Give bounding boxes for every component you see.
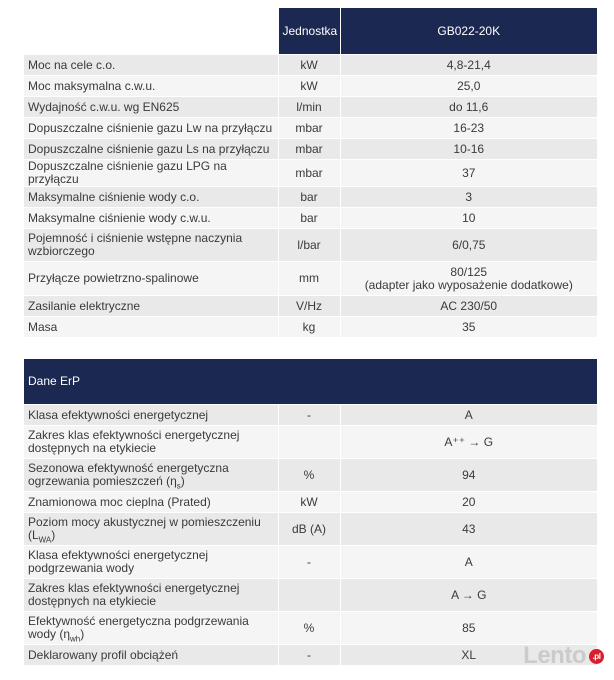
param-cell xyxy=(24,76,278,97)
table-row xyxy=(24,405,597,426)
value-cell xyxy=(340,97,597,118)
param-cell xyxy=(24,55,278,76)
table-row xyxy=(24,208,597,229)
value-text: A xyxy=(464,554,473,569)
value-text: 3 xyxy=(465,189,473,204)
value-text: 4,8-21,4 xyxy=(446,57,491,72)
table-row xyxy=(24,139,597,160)
unit-cell: mbar xyxy=(278,118,340,139)
param-label: Dopuszczalne ciśnienie gazu Ls na przyłączu xyxy=(28,141,270,156)
value-cell xyxy=(340,426,597,459)
value-text: do 11,6 xyxy=(449,99,489,114)
param-label: Sezonowa efektywność energetyczna ogrzewania pomieszczeń (η xyxy=(28,461,229,488)
value-text: 20 xyxy=(462,494,476,509)
unit-cell: - xyxy=(278,546,340,579)
param-subscript: s xyxy=(176,481,181,491)
table-row xyxy=(24,612,597,645)
value-text: 25,0 xyxy=(457,78,481,93)
table-row xyxy=(24,229,597,262)
unit-cell: bar xyxy=(278,187,340,208)
watermark-text: Lento xyxy=(523,642,586,669)
param-cell xyxy=(24,405,278,426)
param-cell xyxy=(24,296,278,317)
value-text: 35 xyxy=(462,319,476,334)
unit-cell: - xyxy=(278,405,340,426)
table-row xyxy=(24,97,597,118)
value-cell xyxy=(340,262,597,296)
table-row xyxy=(24,187,597,208)
param-label: Przyłącze powietrzno-spalinowe xyxy=(28,271,199,285)
value-text: 37 xyxy=(462,165,476,180)
value-cell xyxy=(340,118,597,139)
unit-cell: mbar xyxy=(278,139,340,160)
value-cell xyxy=(340,405,597,426)
lento-watermark xyxy=(523,642,604,670)
value-cell xyxy=(340,579,597,612)
param-label: Znamionowa moc cieplna (Prated) xyxy=(28,494,211,509)
param-label: Wydajność c.w.u. wg EN625 xyxy=(28,99,180,114)
param-cell xyxy=(24,160,278,187)
erp-data-table xyxy=(24,359,597,666)
value-cell xyxy=(340,229,597,262)
value-cell xyxy=(340,612,597,645)
unit-cell: l/bar xyxy=(278,229,340,262)
unit-cell: % xyxy=(278,612,340,645)
param-cell xyxy=(24,492,278,513)
value-cell xyxy=(340,160,597,187)
header-blank-cell xyxy=(24,8,278,55)
value-cell xyxy=(340,296,597,317)
param-label: Dopuszczalne ciśnienie gazu LPG na przyłączu xyxy=(28,159,227,186)
table-row xyxy=(24,426,597,459)
param-label: Klasa efektywności energetycznej podgrzewania wody xyxy=(28,548,209,575)
unit-cell: mm xyxy=(278,262,340,296)
unit-cell: kW xyxy=(278,55,340,76)
value-text: 43 xyxy=(462,521,476,536)
param-tail: ) xyxy=(80,627,85,641)
value-text: A⁺⁺ → G xyxy=(444,434,494,449)
table-row xyxy=(24,645,597,666)
table-row xyxy=(24,579,597,612)
param-label: Dopuszczalne ciśnienie gazu Lw na przyłączu xyxy=(28,120,273,135)
param-cell xyxy=(24,97,278,118)
param-label: Zasilanie elektryczne xyxy=(28,298,141,313)
table-row xyxy=(24,55,597,76)
table-header-row xyxy=(24,359,597,405)
value-text: A → G xyxy=(451,587,487,602)
watermark-badge: .pl xyxy=(589,649,604,664)
table-row xyxy=(24,262,597,296)
param-cell xyxy=(24,229,278,262)
table-row xyxy=(24,459,597,492)
value-cell xyxy=(340,208,597,229)
unit-cell: % xyxy=(278,459,340,492)
param-label: Zakres klas efektywności energetycznej dostępnych na etykiecie xyxy=(28,428,240,455)
param-label: Pojemność i ciśnienie wstępne naczynia wzbiorczego xyxy=(28,231,243,258)
param-cell xyxy=(24,546,278,579)
header-unit: Jednostka xyxy=(278,8,340,55)
unit-cell: l/min xyxy=(278,97,340,118)
unit-cell: bar xyxy=(278,208,340,229)
param-label: Maksymalne ciśnienie wody c.w.u. xyxy=(28,210,211,225)
value-cell xyxy=(340,139,597,160)
param-cell xyxy=(24,317,278,338)
value-text: XL xyxy=(461,647,477,662)
param-label: Zakres klas efektywności energetycznej dostępnych na etykiecie xyxy=(28,581,240,608)
value-text: 10 xyxy=(462,210,476,225)
value-cell xyxy=(340,459,597,492)
value-note: (adapter jako wyposażenie dodatkowe) xyxy=(364,277,573,292)
table-row xyxy=(24,296,597,317)
table-row xyxy=(24,76,597,97)
param-label: Moc maksymalna c.w.u. xyxy=(28,78,156,93)
param-label: Efektywność energetyczna podgrzewania wody (η xyxy=(28,614,249,641)
param-cell xyxy=(24,612,278,645)
param-cell xyxy=(24,426,278,459)
value-cell xyxy=(340,187,597,208)
param-cell xyxy=(24,262,278,296)
param-tail: ) xyxy=(180,474,185,488)
unit-cell: mbar xyxy=(278,160,340,187)
param-cell xyxy=(24,187,278,208)
value-text: 16-23 xyxy=(453,120,485,135)
param-cell xyxy=(24,459,278,492)
value-text: 10-16 xyxy=(453,141,485,156)
param-subscript: WA xyxy=(38,535,52,545)
table-row xyxy=(24,546,597,579)
param-cell xyxy=(24,139,278,160)
unit-cell: kW xyxy=(278,492,340,513)
param-label: Moc na cele c.o. xyxy=(28,57,116,72)
param-cell xyxy=(24,513,278,546)
value-text: 80/125 xyxy=(450,264,488,279)
value-text: AC 230/50 xyxy=(440,298,498,313)
value-text: 6/0,75 xyxy=(452,237,486,252)
value-cell xyxy=(340,513,597,546)
value-text: 85 xyxy=(462,620,476,635)
unit-cell xyxy=(278,426,340,459)
param-subscript: wh xyxy=(70,634,81,644)
unit-cell: kg xyxy=(278,317,340,338)
value-cell xyxy=(340,317,597,338)
param-label: Maksymalne ciśnienie wody c.o. xyxy=(28,189,200,204)
param-cell xyxy=(24,118,278,139)
unit-cell: dB (A) xyxy=(278,513,340,546)
unit-cell: - xyxy=(278,645,340,666)
erp-title: Dane ErP xyxy=(24,359,597,405)
unit-cell: kW xyxy=(278,76,340,97)
table-row xyxy=(24,160,597,187)
unit-cell: V/Hz xyxy=(278,296,340,317)
param-label: Masa xyxy=(28,319,58,334)
value-cell xyxy=(340,55,597,76)
value-cell xyxy=(340,492,597,513)
param-cell xyxy=(24,579,278,612)
value-text: 94 xyxy=(462,467,476,482)
value-text: A xyxy=(464,407,473,422)
table-row xyxy=(24,513,597,546)
param-label: Deklarowany profil obciążeń xyxy=(28,647,179,662)
param-label: Poziom mocy akustycznej w pomieszczeniu (L xyxy=(28,515,261,542)
header-model: GB022-20K xyxy=(340,8,597,55)
technical-data-table xyxy=(24,8,597,338)
param-label: Klasa efektywności energetycznej xyxy=(28,407,209,422)
table-row xyxy=(24,317,597,338)
table-header-row xyxy=(24,8,597,55)
param-tail: ) xyxy=(51,528,56,542)
param-cell xyxy=(24,208,278,229)
table-row xyxy=(24,492,597,513)
value-cell xyxy=(340,546,597,579)
unit-cell xyxy=(278,579,340,612)
table-row xyxy=(24,118,597,139)
value-cell xyxy=(340,76,597,97)
param-cell xyxy=(24,645,278,666)
